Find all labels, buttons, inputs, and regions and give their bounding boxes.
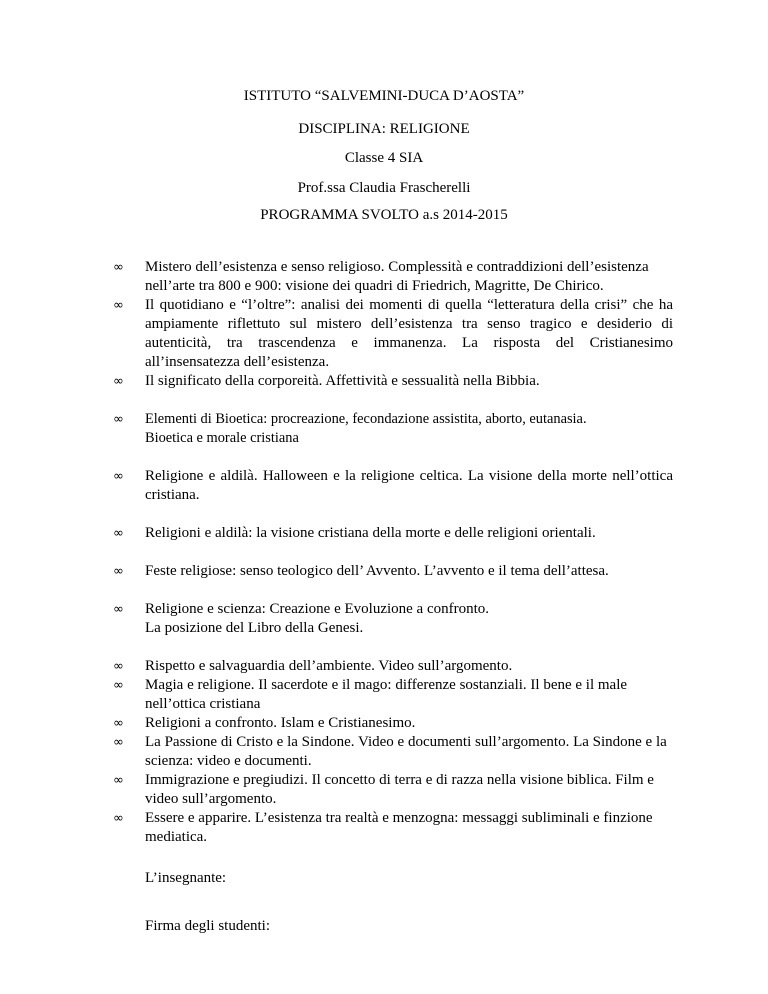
infinity-bullet-icon: ∞ <box>113 564 124 579</box>
list-item: ∞ Il quotidiano e “l’oltre”: analisi dei momenti di quella “letteratura della crisi” che ha ampiamente riflettuto sul mistero dell’esistenza tra senso tragico e desiderio di autenticità, tra trascendenza e immanenza. La risposta del Cristianesimo all’insensatezza dell’esistenza. <box>113 297 673 370</box>
infinity-bullet-icon: ∞ <box>113 260 124 275</box>
list-item: ∞ Rispetto e salvaguardia dell’ambiente. Video sull’argomento. <box>113 658 513 674</box>
teacher-signature-label: L’insegnante: <box>145 870 227 886</box>
infinity-bullet-icon: ∞ <box>113 298 124 313</box>
list-item: ∞ La Passione di Cristo e la Sindone. Video e documenti sull’argomento. La Sindone e la scienza: video e documenti. <box>113 734 667 769</box>
infinity-bullet-icon: ∞ <box>113 659 124 674</box>
infinity-bullet-icon: ∞ <box>113 602 124 617</box>
discipline-title: DISCIPLINA: RELIGIONE <box>298 121 470 137</box>
infinity-bullet-icon: ∞ <box>113 469 124 484</box>
list-item: ∞ Religioni a confronto. Islam e Cristianesimo. <box>113 715 416 731</box>
list-item: ∞ Religione e aldilà. Halloween e la religione celtica. La visione della morte nell’ottica cristiana. <box>113 468 673 503</box>
students-signature-label: Firma degli studenti: <box>145 918 270 934</box>
infinity-bullet-icon: ∞ <box>113 412 124 427</box>
list-item: ∞ Immigrazione e pregiudizi. Il concetto di terra e di razza nella visione biblica. Film e video sull’argomento. <box>113 772 654 807</box>
list-item: ∞ Magia e religione. Il sacerdote e il mago: differenze sostanziali. Il bene e il male nell’ottica cristiana <box>113 677 628 712</box>
teacher-name: Prof.ssa Claudia Frascherelli <box>297 180 471 196</box>
infinity-bullet-icon: ∞ <box>113 735 124 750</box>
program-title: PROGRAMMA SVOLTO a.s 2014-2015 <box>260 207 508 223</box>
infinity-bullet-icon: ∞ <box>113 716 124 731</box>
infinity-bullet-icon: ∞ <box>113 773 124 788</box>
list-item: ∞ Elementi di Bioetica: procreazione, fecondazione assistita, aborto, eutanasia. Bioetica e morale cristiana <box>113 411 587 446</box>
list-item: ∞ Essere e apparire. L’esistenza tra realtà e menzogna: messaggi subliminali e finzione mediatica. <box>113 810 653 845</box>
infinity-bullet-icon: ∞ <box>113 811 124 826</box>
infinity-bullet-icon: ∞ <box>113 678 124 693</box>
list-item: ∞ Religioni e aldilà: la visione cristiana della morte e delle religioni orientali. <box>113 525 596 541</box>
class-label: Classe 4 SIA <box>344 150 424 166</box>
list-item: ∞ Feste religiose: senso teologico dell’ Avvento. L’avvento e il tema dell’attesa. <box>113 563 609 579</box>
institute-name: ISTITUTO “SALVEMINI-DUCA D’AOSTA” <box>243 88 525 104</box>
infinity-bullet-icon: ∞ <box>113 526 124 541</box>
program-list <box>113 258 673 847</box>
list-item: ∞ Religione e scienza: Creazione e Evoluzione a confronto. La posizione del Libro della Genesi. <box>113 601 490 636</box>
list-item: ∞ Il significato della corporeità. Affettività e sessualità nella Bibbia. <box>113 373 540 389</box>
infinity-bullet-icon: ∞ <box>113 374 124 389</box>
list-item: ∞ Mistero dell’esistenza e senso religioso. Complessità e contraddizioni dell’esistenza nell’arte tra 800 e 900: visione dei quadri di Friedrich, Magritte, De Chirico. <box>113 259 649 294</box>
